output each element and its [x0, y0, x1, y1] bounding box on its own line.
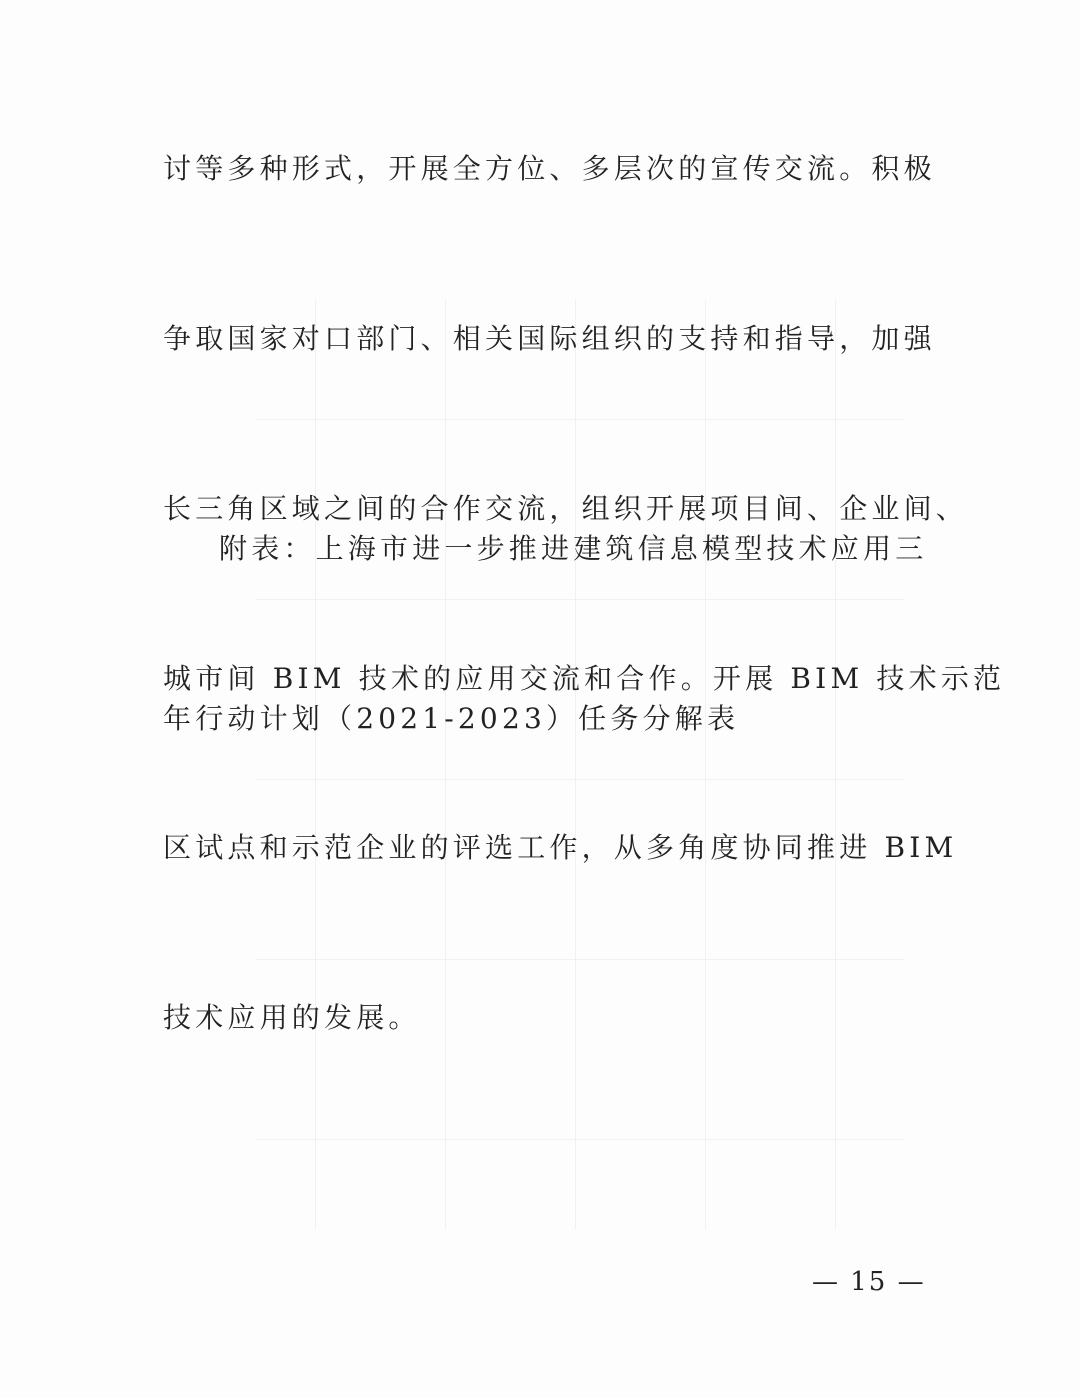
body-line: 争取国家对口部门、相关国际组织的支持和指导，加强	[163, 321, 936, 355]
attachment-note	[163, 408, 1006, 861]
body-line: 长三角区域之间的合作交流，组织开展项目间、企业间、	[163, 491, 969, 525]
attachment-line: 附表：上海市进一步推进建筑信息模型技术应用三	[219, 532, 928, 566]
attachment-line: 年行动计划（2021-2023）任务分解表	[163, 701, 740, 735]
body-line: 城市间 BIM 技术的应用交流和合作。开展 BIM 技术示范	[163, 661, 1006, 695]
body-line: 讨等多种形式，开展全方位、多层次的宣传交流。积极	[163, 152, 936, 186]
body-line: 技术应用的发展。	[163, 1001, 421, 1035]
page-number: — 15 —	[812, 1267, 926, 1297]
body-line: 区试点和示范企业的评选工作，从多角度协同推进 BIM	[163, 831, 958, 865]
